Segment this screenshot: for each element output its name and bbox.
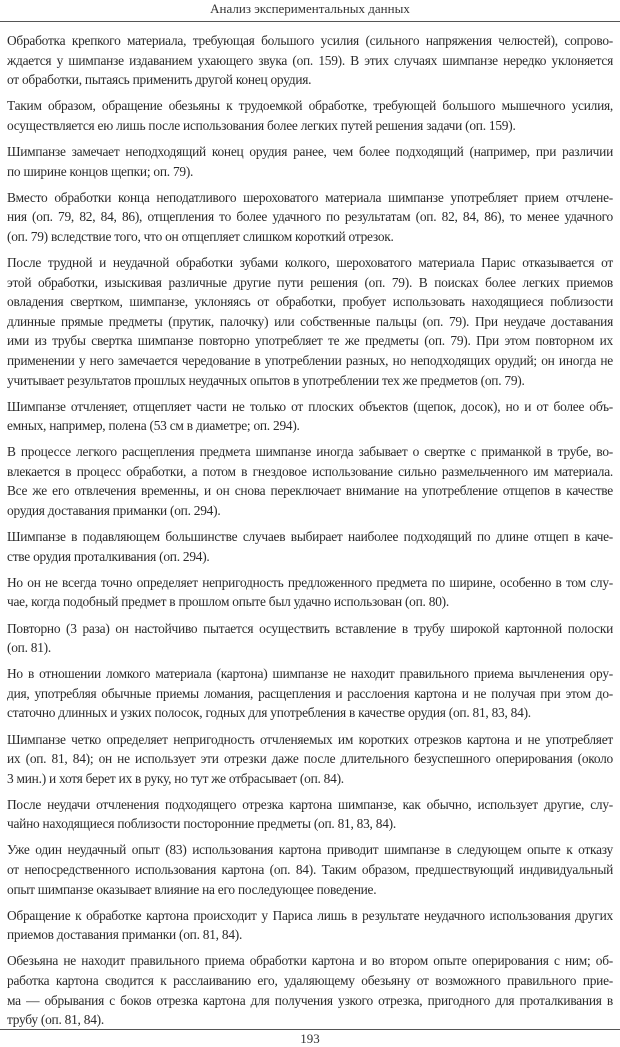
- text-line: Вместо обработки конца неподатливого шероховатого материала шимпанзе употребляет прием отчлене-: [7, 189, 613, 205]
- text-line: Шимпанзе четко определяет непригодность отчленяемых им коротких отрезков картона и не употребляет: [7, 731, 613, 747]
- paragraph: [7, 31, 613, 90]
- text-line: Но он не всегда точно определяет непригодность предложенного предмета по ширине, особенно в том слу-: [7, 574, 613, 590]
- paragraph: [7, 619, 613, 658]
- text-line: В процессе легкого расщепления предмета шимпанзе иногда забывает о свертке с приманкой в трубе, во-: [7, 444, 613, 460]
- paragraph: [7, 664, 613, 723]
- text-line: Но в отношении ломкого материала (картона) шимпанзе не находит правильного приема вычленения ору-: [7, 666, 613, 682]
- text-line: ма — обрывания с боков отрезка картона для получения узкого отрезка, пригодного для проталкивания в: [7, 992, 613, 1008]
- text-line: влекается в процесс обработки, а потом в гнездовое использование сильно размельченного им материала.: [7, 463, 613, 479]
- text-line: овладения свертком, шимпанзе, уклоняясь от обработки, пробует использовать находящиеся поблизости: [7, 294, 613, 310]
- text-line: от обработки, пытаясь применить другой конец орудия.: [7, 72, 312, 88]
- text-line: дия, употребляя обычные приемы ломания, расщепления и расслоения картона и не получая при этом до-: [7, 685, 613, 701]
- text-line: учитывает результатов прошлых неудачных опытов в употреблении тех же предметов (оп. 79).: [7, 372, 525, 388]
- text-line: длинные прямые предметы (прутик, палочку) или собственные пальцы (оп. 79). При неудаче доставания: [7, 313, 613, 329]
- paragraph: [7, 906, 613, 945]
- paragraph: [7, 951, 613, 1029]
- text-line: стве орудия проталкивания (оп. 294).: [7, 548, 210, 564]
- text-line: опыт шимпанзе оказывает влияние на его последующее поведение.: [7, 881, 377, 897]
- paragraph: [7, 253, 613, 390]
- page-number: 193: [300, 1031, 320, 1046]
- paragraph: [7, 397, 613, 436]
- text-line: осуществляется ею лишь после использования более легких путей решения задачи (оп. 159).: [7, 117, 516, 133]
- paragraph: [7, 442, 613, 520]
- paragraph: [7, 795, 613, 834]
- text-line: емных, например, полена (53 см в диаметре; оп. 294).: [7, 418, 300, 434]
- text-line: После трудной и неудачной обработки зубами колкого, шероховатого материала Парис отказывается от: [7, 254, 613, 270]
- text-line: Обращение к обработке картона происходит у Париса лишь в результате неудачного использования других: [7, 907, 613, 923]
- text-line: от непосредственного использования картона (оп. 84). Таким образом, предшествующий индивидуальный: [7, 862, 613, 878]
- text-line: Все же его отвлечения временны, и он снова переключает внимание на употребление отщепов в качестве: [7, 483, 613, 499]
- text-line: применении у него замечается чередование в употреблении разных, но неподходящих орудий; он иногда не: [7, 352, 613, 368]
- paragraph: [7, 730, 613, 789]
- text-line: приемов доставания приманки (оп. 81, 84).: [7, 927, 243, 943]
- text-line: Шимпанзе замечает неподходящий конец орудия ранее, чем более подходящий (например, при различии: [7, 143, 613, 159]
- text-line: их (оп. 81, 84); он не использует эти отрезки даже после длительного безуспешного оперирования (около: [7, 751, 613, 767]
- page-body: [7, 31, 613, 1036]
- text-line: статочно длинных и узких полосок, годных для употребления в качестве орудия (оп. 81, 83, 84).: [7, 705, 531, 721]
- text-line: ждается у шимпанзе издаванием ухающего звука (оп. 159). В этих случаях шимпанзе нередко уклоняется: [7, 52, 613, 68]
- text-line: чае, когда подобный предмет в прошлом опыте был удачно использован (оп. 80).: [7, 594, 449, 610]
- paragraph: [7, 96, 613, 135]
- text-line: Таким образом, обращение обезьяны к трудоемкой обработке, требующей большого мышечного усилия,: [7, 98, 613, 114]
- text-line: После неудачи отчленения подходящего отрезка картона шимпанзе, как обычно, использует другие, слу-: [7, 796, 613, 812]
- text-line: (оп. 79) вследствие того, что он отщепляет слишком короткий отрезок.: [7, 228, 394, 244]
- text-line: (оп. 81).: [7, 640, 51, 656]
- text-line: орудия доставания приманки (оп. 294).: [7, 503, 221, 519]
- paragraph: [7, 573, 613, 612]
- page-footer: [0, 1029, 620, 1047]
- text-line: Уже один неудачный опыт (83) использования картона приводит шимпанзе в следующем опыте к отказу: [7, 842, 613, 858]
- text-line: чайно находящиеся поблизости посторонние предметы (оп. 81, 83, 84).: [7, 816, 396, 832]
- text-line: Повторно (3 раза) он настойчиво пытается осуществить вставление в трубу широкой картонной полоски: [7, 620, 613, 636]
- text-line: Обезьяна не находит правильного приема обработки картона и во втором опыте оперирования с ним; об-: [7, 953, 613, 969]
- text-line: работка картона сводится к расслаиванию его, удаляющему обезьяну от возможного правильного прие-: [7, 973, 613, 989]
- text-line: по ширине концов щепки; оп. 79).: [7, 163, 194, 179]
- text-line: трубу (оп. 81, 84).: [7, 1012, 104, 1028]
- text-line: Обработка крепкого материала, требующая большого усилия (сильного напряжения челюстей), сопрово-: [7, 33, 613, 48]
- paragraph: [7, 840, 613, 899]
- text-line: ими из трубы свертка шимпанзе повторно употребляет те же предметы (оп. 79). При этом повторном их: [7, 333, 613, 349]
- running-header: [0, 0, 620, 22]
- paragraph: [7, 142, 613, 181]
- text-line: Шимпанзе в подавляющем большинстве случаев выбирает наиболее подходящий по длине отщеп в каче-: [7, 529, 613, 545]
- text-line: 3 мин.) и хотя берет их в руку, но тут же отбрасывает (оп. 84).: [7, 770, 344, 786]
- running-header-title: Анализ экспериментальных данных: [210, 1, 410, 16]
- text-line: этой обработки, изыскивая различные другие пути решения (оп. 79). В поисках более легких приемов: [7, 274, 613, 290]
- text-line: Шимпанзе отчленяет, отщепляет части не только от плоских объектов (щепок, досок), но и от более объ-: [7, 398, 613, 414]
- paragraph: [7, 188, 613, 247]
- text-line: ния (оп. 79, 82, 84, 86), отщепления то более удачного по результатам (оп. 82, 84, 86), то менее удачного: [7, 209, 613, 225]
- paragraph: [7, 527, 613, 566]
